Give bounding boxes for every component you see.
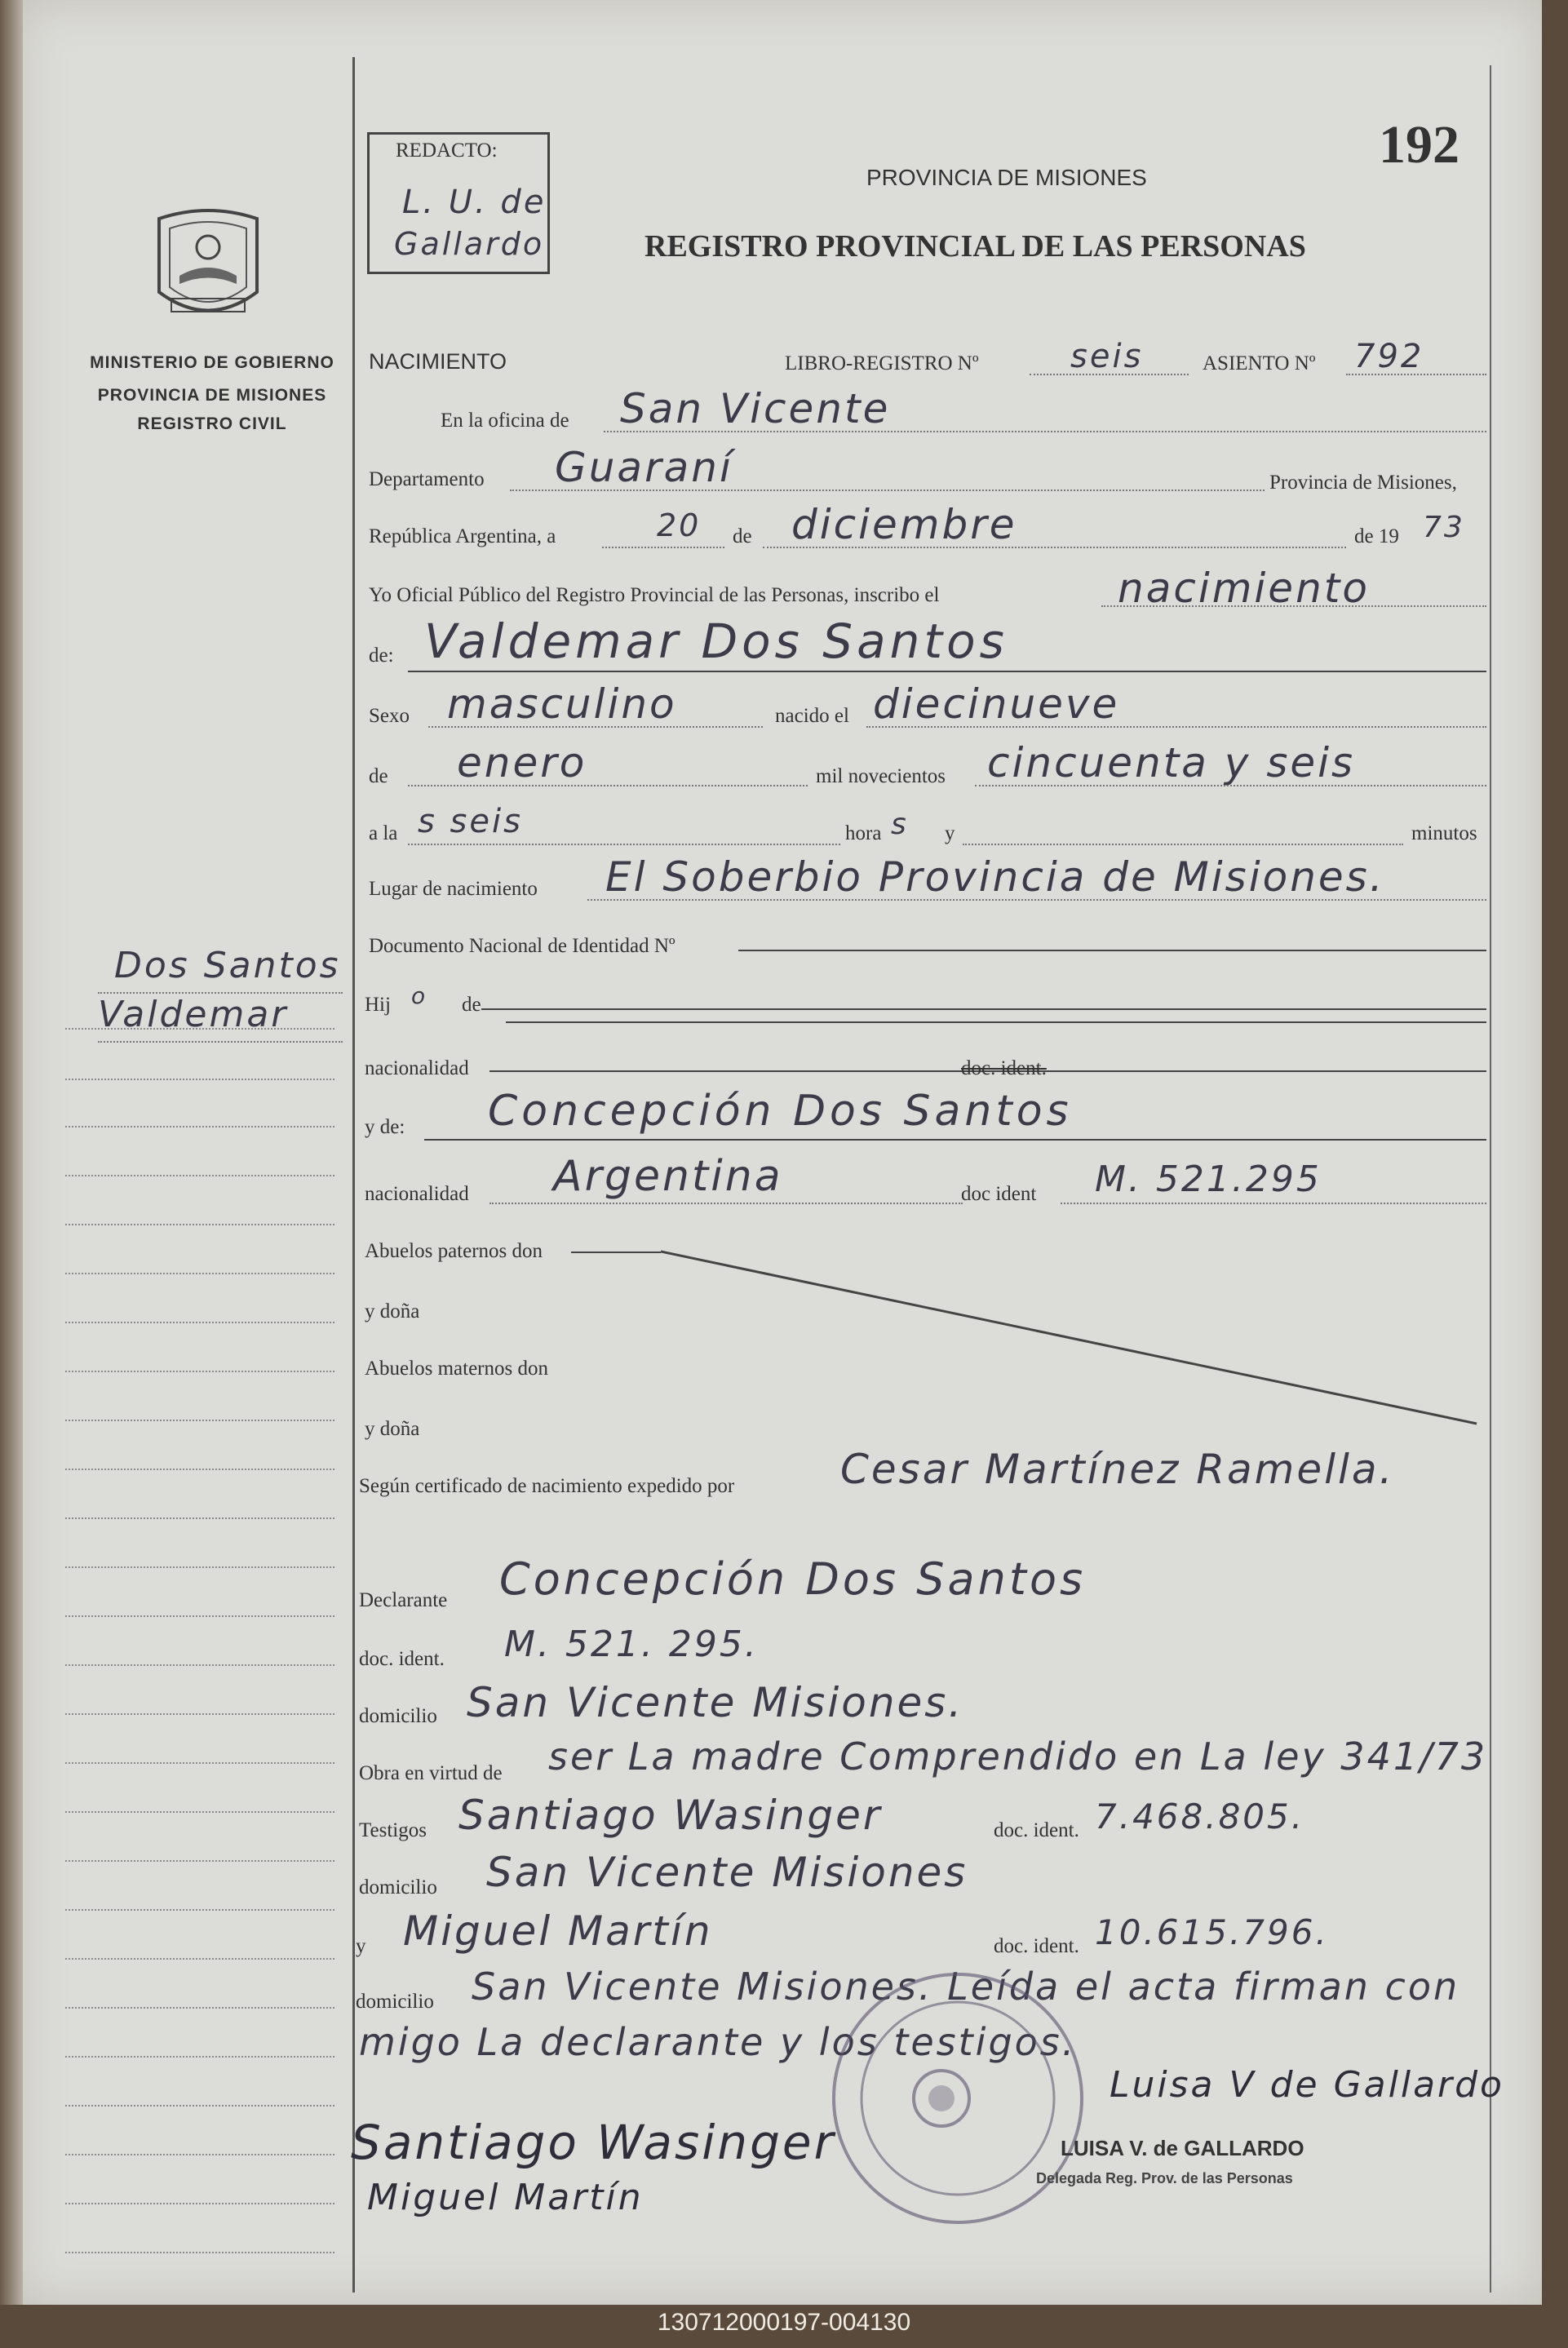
anio-value: 73 xyxy=(1423,511,1465,544)
province-title: PROVINCIA DE MISIONES xyxy=(866,165,1147,190)
book-spine xyxy=(0,0,23,2305)
provincia-label: Provincia de Misiones, xyxy=(1269,472,1457,494)
anio-label: de 19 xyxy=(1354,525,1399,547)
abuelos-mat-label: Abuelos maternos don xyxy=(365,1358,548,1380)
witness1-signature: Santiago Wasinger xyxy=(351,2115,836,2170)
hora-label: hora xyxy=(845,822,882,844)
certificado-value: Cesar Martínez Ramella. xyxy=(840,1446,1395,1493)
dni-label: Documento Nacional de Identidad Nº xyxy=(369,935,675,957)
libro-label: LIBRO-REGISTRO Nº xyxy=(785,352,979,374)
testigo2-doc-label: doc. ident. xyxy=(994,1935,1079,1957)
testigo2-doc-value: 10.615.796. xyxy=(1095,1912,1329,1952)
minutos-label: minutos xyxy=(1411,822,1477,844)
domicilio2-value: San Vicente Misiones xyxy=(486,1849,968,1896)
asiento-value: 792 xyxy=(1354,338,1424,375)
hijo-label: Hij xyxy=(365,994,391,1016)
doc-ident1-label: doc. ident. xyxy=(961,1057,1047,1079)
page-number: 192 xyxy=(1379,115,1459,175)
ministry-line3: REGISTRO CIVIL xyxy=(137,414,287,433)
margin-note-name: Valdemar xyxy=(98,994,289,1035)
ministry-line1: MINISTERIO DE GOBIERNO xyxy=(90,353,334,372)
official-title: Delegada Reg. Prov. de las Personas xyxy=(1036,2170,1293,2186)
mes-value: diciembre xyxy=(791,501,1017,548)
nombre-value: Valdemar Dos Santos xyxy=(424,614,1008,669)
oficina-value: San Vicente xyxy=(620,385,891,432)
domicilio1-value: San Vicente Misiones. xyxy=(467,1679,964,1726)
domicilio3-value: San Vicente Misiones. Leída el acta firman con xyxy=(472,1965,1460,2009)
decl-doc-label: doc. ident. xyxy=(359,1648,445,1670)
sexo-label: Sexo xyxy=(369,705,410,727)
ministry-line2: PROVINCIA DE MISIONES xyxy=(97,386,327,405)
ydona1-label: y doña xyxy=(365,1300,420,1322)
obra-label: Obra en virtud de xyxy=(359,1762,503,1784)
republica-label: República Argentina, a xyxy=(369,525,556,547)
y2-label: y xyxy=(356,1935,366,1957)
closing-value: migo La declarante y los testigos. xyxy=(359,2020,1077,2064)
testigo1-doc-label: doc. ident. xyxy=(994,1819,1079,1841)
departamento-value: Guaraní xyxy=(555,444,733,491)
ydona2-label: y doña xyxy=(365,1418,420,1440)
nacido-label: nacido el xyxy=(775,705,849,727)
asiento-label: ASIENTO Nº xyxy=(1203,352,1316,374)
domicilio1-label: domicilio xyxy=(359,1705,437,1727)
registry-title: REGISTRO PROVINCIAL DE LAS PERSONAS xyxy=(644,229,1306,264)
witness2-signature: Miguel Martín xyxy=(367,2177,644,2218)
lugar-value: El Soberbio Provincia de Misiones. xyxy=(605,853,1385,901)
right-border xyxy=(1490,65,1491,2293)
nacionalidad1-label: nacionalidad xyxy=(365,1057,469,1079)
oficina-label: En la oficina de xyxy=(441,410,569,432)
yde-label: y de: xyxy=(365,1116,405,1138)
lugar-label: Lugar de nacimiento xyxy=(369,878,538,900)
ala-label: a la xyxy=(369,822,398,844)
official-signature: Luisa V de Gallardo xyxy=(1110,2064,1504,2106)
nacionalidad2-value: Argentina xyxy=(553,1152,783,1201)
doc-ident2-label: doc ident xyxy=(961,1183,1037,1205)
emblem-icon xyxy=(147,202,269,329)
obra-value: ser La madre Comprendido en La ley 341/73 xyxy=(548,1734,1488,1779)
declarante-value: Concepción Dos Santos xyxy=(499,1553,1087,1605)
testigo1-doc-value: 7.468.805. xyxy=(1095,1796,1305,1836)
abuelos-pat-label: Abuelos paternos don xyxy=(365,1240,543,1262)
nacionalidad2-label: nacionalidad xyxy=(365,1183,469,1205)
de-nombre-label: de: xyxy=(369,645,394,667)
inscribo-value: nacimiento xyxy=(1118,565,1370,612)
hora-value: s xyxy=(891,808,909,841)
testigo1-value: Santiago Wasinger xyxy=(458,1792,883,1839)
hijo-de-label: de xyxy=(462,994,481,1016)
madre-value: Concepción Dos Santos xyxy=(488,1087,1073,1136)
hijo-suffix: o xyxy=(411,982,428,1009)
provincial-emblem xyxy=(147,202,269,329)
certificado-label: Según certificado de nacimiento expedido por xyxy=(359,1475,735,1497)
de-label: de xyxy=(733,525,752,547)
redacto-box xyxy=(367,132,550,274)
cancel-stroke xyxy=(661,1248,1486,1428)
declarante-label: Declarante xyxy=(359,1589,448,1611)
de-mes-label: de xyxy=(369,765,388,787)
nac-anio-value: cincuenta y seis xyxy=(987,739,1356,786)
testigos-label: Testigos xyxy=(359,1819,427,1841)
redacto-label: REDACTO: xyxy=(396,140,498,162)
mil-label: mil novecientos xyxy=(816,765,946,787)
yo-oficial-label: Yo Oficial Público del Registro Provincial de las Personas, inscribo el xyxy=(369,584,940,606)
redacto-line2: Gallardo xyxy=(394,226,545,262)
official-name: LUISA V. de GALLARDO xyxy=(1061,2136,1304,2160)
y-label: y xyxy=(945,822,955,844)
dia-value: 20 xyxy=(657,507,702,543)
nacimiento-label: NACIMIENTO xyxy=(369,349,507,374)
nac-mes-value: enero xyxy=(457,739,587,786)
document-id: 130712000197-004130 xyxy=(657,2309,911,2336)
libro-value: seis xyxy=(1070,338,1144,375)
decl-doc-value: M. 521. 295. xyxy=(504,1624,759,1665)
doc-ident2-value: M. 521.295 xyxy=(1095,1158,1322,1200)
margin-note-surname: Dos Santos xyxy=(114,945,341,986)
ala-value: s seis xyxy=(418,803,523,840)
testigo2-value: Miguel Martín xyxy=(403,1907,713,1955)
domicilio3-label: domicilio xyxy=(356,1991,434,2013)
nacido-value: diecinueve xyxy=(873,680,1120,728)
domicilio2-label: domicilio xyxy=(359,1876,437,1898)
departamento-label: Departamento xyxy=(369,468,485,490)
sexo-value: masculino xyxy=(447,680,677,728)
redacto-line1: L. U. de xyxy=(402,184,547,221)
